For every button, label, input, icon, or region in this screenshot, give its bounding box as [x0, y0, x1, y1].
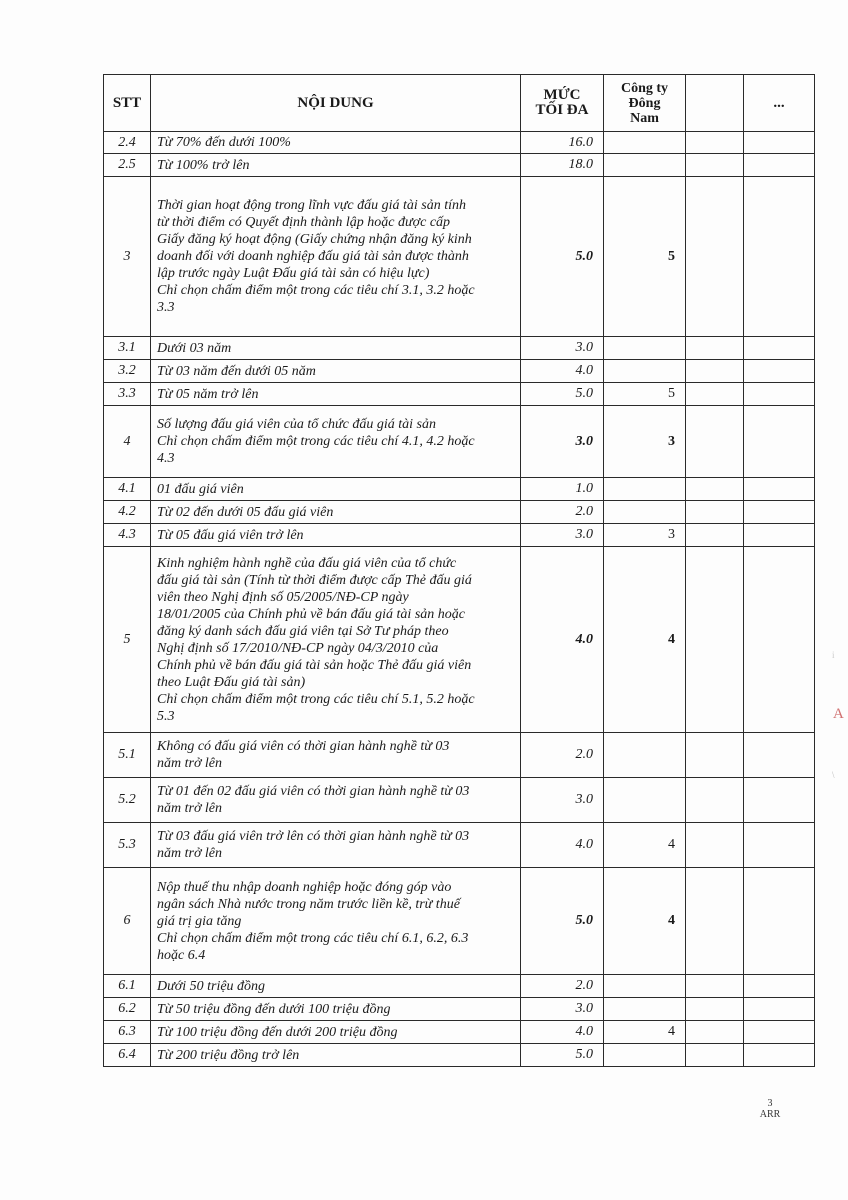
row-content: [151, 177, 521, 337]
table-row: [104, 547, 815, 733]
row-extra-cell: [686, 478, 744, 501]
row-stt: 3.2: [104, 360, 151, 383]
table-row: [104, 177, 815, 337]
row-max-score: 4.0: [521, 1021, 604, 1044]
row-content: [151, 733, 521, 778]
row-max-score: 1.0: [521, 478, 604, 501]
row-content-line: Chỉ chọn chấm điểm một trong các tiêu chí 3.1, 3.2 hoặc: [157, 283, 475, 298]
row-extra-cell: [686, 524, 744, 547]
row-company-score: [604, 501, 686, 524]
row-company-score: 5: [604, 383, 686, 406]
row-company-score: 4: [604, 1021, 686, 1044]
table-row: [104, 823, 815, 868]
row-stt: 2.5: [104, 154, 151, 177]
row-more-cell: [744, 337, 815, 360]
row-content: [151, 823, 521, 868]
row-content: [151, 383, 521, 406]
row-extra-cell: [686, 154, 744, 177]
row-more-cell: [744, 478, 815, 501]
row-max-score: 4.0: [521, 547, 604, 733]
row-company-score: 3: [604, 406, 686, 478]
row-stt: 4: [104, 406, 151, 478]
table-row: [104, 501, 815, 524]
row-content-line: Dưới 03 năm: [157, 340, 232, 356]
row-max-score: 3.0: [521, 998, 604, 1021]
row-content-line: theo Luật Đấu giá tài sản): [157, 674, 306, 690]
row-extra-cell: [686, 868, 744, 975]
row-content: [151, 478, 521, 501]
row-more-cell: [744, 733, 815, 778]
row-content-line: 18/01/2005 của Chính phủ về bán đấu giá tài sản hoặc: [157, 606, 465, 622]
row-max-score: 3.0: [521, 406, 604, 478]
table-row: [104, 154, 815, 177]
row-max-score: 18.0: [521, 154, 604, 177]
row-content-line: Giấy đăng ký hoạt động (Giấy chứng nhận đăng ký kinh: [157, 232, 472, 247]
row-company-score: 5: [604, 177, 686, 337]
row-more-cell: [744, 1044, 815, 1067]
row-content-line: Thời gian hoạt động trong lĩnh vực đấu giá tài sản tính: [157, 198, 466, 213]
row-extra-cell: [686, 501, 744, 524]
row-content-line: Từ 100% trở lên: [157, 157, 250, 173]
table-row: [104, 406, 815, 478]
page-initials: ARR: [759, 1109, 781, 1120]
row-content-line: Kinh nghiệm hành nghề của đấu giá viên của tổ chức: [157, 555, 457, 571]
row-content: [151, 1021, 521, 1044]
row-content: [151, 547, 521, 733]
row-content-line: 4.3: [157, 451, 175, 466]
header-company-line1: Công ty: [620, 80, 669, 96]
row-max-score: 16.0: [521, 132, 604, 154]
row-company-score: [604, 360, 686, 383]
row-extra-cell: [686, 547, 744, 733]
row-company-score: 3: [604, 524, 686, 547]
row-content: [151, 406, 521, 478]
row-max-score: 4.0: [521, 360, 604, 383]
row-stt: 3.3: [104, 383, 151, 406]
row-stt: 4.3: [104, 524, 151, 547]
table-row: [104, 868, 815, 975]
row-company-score: [604, 733, 686, 778]
table-row: [104, 975, 815, 998]
table-row: [104, 337, 815, 360]
row-more-cell: [744, 868, 815, 975]
row-max-score: 5.0: [521, 177, 604, 337]
header-company-line3: Nam: [630, 110, 659, 126]
row-content: [151, 154, 521, 177]
scoring-table: [103, 74, 815, 1067]
row-content-line: đăng ký danh sách đấu giá viên tại Sở Tư pháp theo: [157, 623, 449, 639]
row-content-line: năm trở lên: [157, 801, 223, 816]
row-content-line: Từ 05 năm trở lên: [157, 386, 259, 402]
row-company-score: 4: [604, 823, 686, 868]
row-company-score: [604, 154, 686, 177]
row-content-line: từ thời điểm có Quyết định thành lập hoặc được cấp: [157, 215, 451, 230]
row-content-line: Chỉ chọn chấm điểm một trong các tiêu chí 5.1, 5.2 hoặc: [157, 691, 475, 707]
row-content: [151, 360, 521, 383]
table-row: [104, 733, 815, 778]
row-content-line: Từ 05 đấu giá viên trở lên: [157, 527, 304, 543]
row-company-score: [604, 132, 686, 154]
table-row: [104, 360, 815, 383]
table-row: [104, 1044, 815, 1067]
row-extra-cell: [686, 778, 744, 823]
row-stt: 6.2: [104, 998, 151, 1021]
row-content-line: doanh đối với doanh nghiệp đấu giá tài sản được thành: [157, 249, 469, 264]
row-company-score: 4: [604, 868, 686, 975]
header-extra: [686, 75, 744, 132]
row-content: [151, 132, 521, 154]
row-extra-cell: [686, 383, 744, 406]
page-number: 3: [767, 1098, 773, 1109]
row-content-line: Từ 03 đấu giá viên trở lên có thời gian hành nghề từ 03: [157, 829, 470, 844]
margin-stamp-mark-upper: i: [832, 650, 835, 660]
row-max-score: 2.0: [521, 975, 604, 998]
row-content-line: 5.3: [157, 708, 175, 724]
row-stt: 5.3: [104, 823, 151, 868]
row-stt: 6.1: [104, 975, 151, 998]
row-stt: 5: [104, 547, 151, 733]
header-company: [604, 75, 686, 132]
row-more-cell: [744, 998, 815, 1021]
row-more-cell: [744, 360, 815, 383]
table-row: [104, 998, 815, 1021]
row-content-line: Từ 200 triệu đồng trở lên: [157, 1047, 300, 1063]
row-more-cell: [744, 406, 815, 478]
row-content-line: Chính phủ về bán đấu giá tài sản hoặc Thẻ đấu giá viên: [157, 657, 472, 673]
row-content-line: lập trước ngày Luật Đấu giá tài sản có hiệu lực): [157, 266, 430, 281]
table-row: [104, 132, 815, 154]
row-extra-cell: [686, 132, 744, 154]
row-content: [151, 778, 521, 823]
margin-stamp-mark-lower: \: [832, 770, 835, 780]
row-content: [151, 501, 521, 524]
row-stt: 6.3: [104, 1021, 151, 1044]
row-more-cell: [744, 975, 815, 998]
row-content-line: Từ 50 triệu đồng đến dưới 100 triệu đồng: [157, 1001, 391, 1017]
row-content-line: 01 đấu giá viên: [157, 481, 244, 497]
row-max-score: 2.0: [521, 733, 604, 778]
row-more-cell: [744, 132, 815, 154]
row-stt: 5.1: [104, 733, 151, 778]
row-stt: 5.2: [104, 778, 151, 823]
row-extra-cell: [686, 337, 744, 360]
row-content: [151, 524, 521, 547]
margin-stamp-mark: A: [833, 706, 844, 722]
row-more-cell: [744, 177, 815, 337]
row-content-line: giá trị gia tăng: [157, 913, 242, 929]
row-content-line: Từ 70% đến dưới 100%: [157, 135, 291, 150]
row-content-line: 3.3: [157, 300, 175, 315]
row-content-line: Chỉ chọn chấm điểm một trong các tiêu chí 4.1, 4.2 hoặc: [157, 434, 475, 449]
row-content: [151, 1044, 521, 1067]
row-content-line: năm trở lên: [157, 846, 223, 861]
row-extra-cell: [686, 360, 744, 383]
row-content-line: Số lượng đấu giá viên của tổ chức đấu giá tài sản: [157, 417, 436, 432]
row-content-line: Nộp thuế thu nhập doanh nghiệp hoặc đóng góp vào: [157, 879, 452, 895]
row-content-line: Từ 02 đến dưới 05 đấu giá viên: [157, 504, 334, 520]
row-extra-cell: [686, 1021, 744, 1044]
page-footer: [758, 1098, 782, 1120]
row-more-cell: [744, 547, 815, 733]
table-row: [104, 524, 815, 547]
row-max-score: 5.0: [521, 1044, 604, 1067]
header-stt: STT: [104, 75, 151, 132]
header-more: ...: [744, 75, 815, 132]
row-content-line: ngân sách Nhà nước trong năm trước liền kề, trừ thuế: [157, 896, 460, 912]
header-max-score: [521, 75, 604, 132]
row-max-score: 3.0: [521, 778, 604, 823]
row-content: [151, 868, 521, 975]
row-content-line: năm trở lên: [157, 756, 223, 771]
row-max-score: 5.0: [521, 383, 604, 406]
row-more-cell: [744, 524, 815, 547]
row-more-cell: [744, 383, 815, 406]
table-header-row: [104, 75, 815, 132]
header-max-line1: MỨC: [543, 87, 581, 103]
header-content: NỘI DUNG: [151, 75, 521, 132]
row-more-cell: [744, 501, 815, 524]
row-content: [151, 337, 521, 360]
row-company-score: [604, 1044, 686, 1067]
header-max-line2: TỐI ĐA: [535, 102, 589, 118]
row-max-score: 2.0: [521, 501, 604, 524]
row-extra-cell: [686, 177, 744, 337]
table-row: [104, 383, 815, 406]
table-row: [104, 478, 815, 501]
row-stt: 4.1: [104, 478, 151, 501]
row-content: [151, 975, 521, 998]
row-more-cell: [744, 823, 815, 868]
table-row: [104, 1021, 815, 1044]
table-row: [104, 778, 815, 823]
row-content: [151, 998, 521, 1021]
row-stt: 3.1: [104, 337, 151, 360]
row-company-score: [604, 998, 686, 1021]
row-stt: 4.2: [104, 501, 151, 524]
row-content-line: Từ 03 năm đến dưới 05 năm: [157, 363, 316, 379]
row-extra-cell: [686, 998, 744, 1021]
row-content-line: viên theo Nghị định số 05/2005/NĐ-CP ngày: [157, 589, 409, 605]
row-content-line: Từ 01 đến 02 đấu giá viên có thời gian hành nghề từ 03: [157, 784, 470, 799]
row-more-cell: [744, 1021, 815, 1044]
row-stt: 3: [104, 177, 151, 337]
row-more-cell: [744, 778, 815, 823]
row-extra-cell: [686, 975, 744, 998]
header-company-line2: Đông: [628, 95, 661, 111]
row-company-score: [604, 975, 686, 998]
row-max-score: 3.0: [521, 524, 604, 547]
row-content-line: Từ 100 triệu đồng đến dưới 200 triệu đồng: [157, 1024, 398, 1040]
row-extra-cell: [686, 1044, 744, 1067]
row-extra-cell: [686, 406, 744, 478]
row-company-score: [604, 778, 686, 823]
row-company-score: [604, 478, 686, 501]
row-company-score: [604, 337, 686, 360]
row-max-score: 4.0: [521, 823, 604, 868]
row-extra-cell: [686, 823, 744, 868]
row-stt: 2.4: [104, 132, 151, 154]
row-stt: 6.4: [104, 1044, 151, 1067]
row-content-line: Chỉ chọn chấm điểm một trong các tiêu chí 6.1, 6.2, 6.3: [157, 930, 469, 946]
row-extra-cell: [686, 733, 744, 778]
row-content-line: Nghị định số 17/2010/NĐ-CP ngày 04/3/2010 của: [157, 640, 439, 656]
table-body: [104, 132, 815, 1067]
row-content-line: hoặc 6.4: [157, 947, 206, 963]
row-stt: 6: [104, 868, 151, 975]
row-content-line: đấu giá tài sản (Tính từ thời điểm được cấp Thẻ đấu giá: [157, 572, 472, 588]
row-content-line: Không có đấu giá viên có thời gian hành nghề từ 03: [157, 739, 450, 754]
row-max-score: 3.0: [521, 337, 604, 360]
row-company-score: 4: [604, 547, 686, 733]
row-more-cell: [744, 154, 815, 177]
row-max-score: 5.0: [521, 868, 604, 975]
row-content-line: Dưới 50 triệu đồng: [157, 978, 266, 994]
